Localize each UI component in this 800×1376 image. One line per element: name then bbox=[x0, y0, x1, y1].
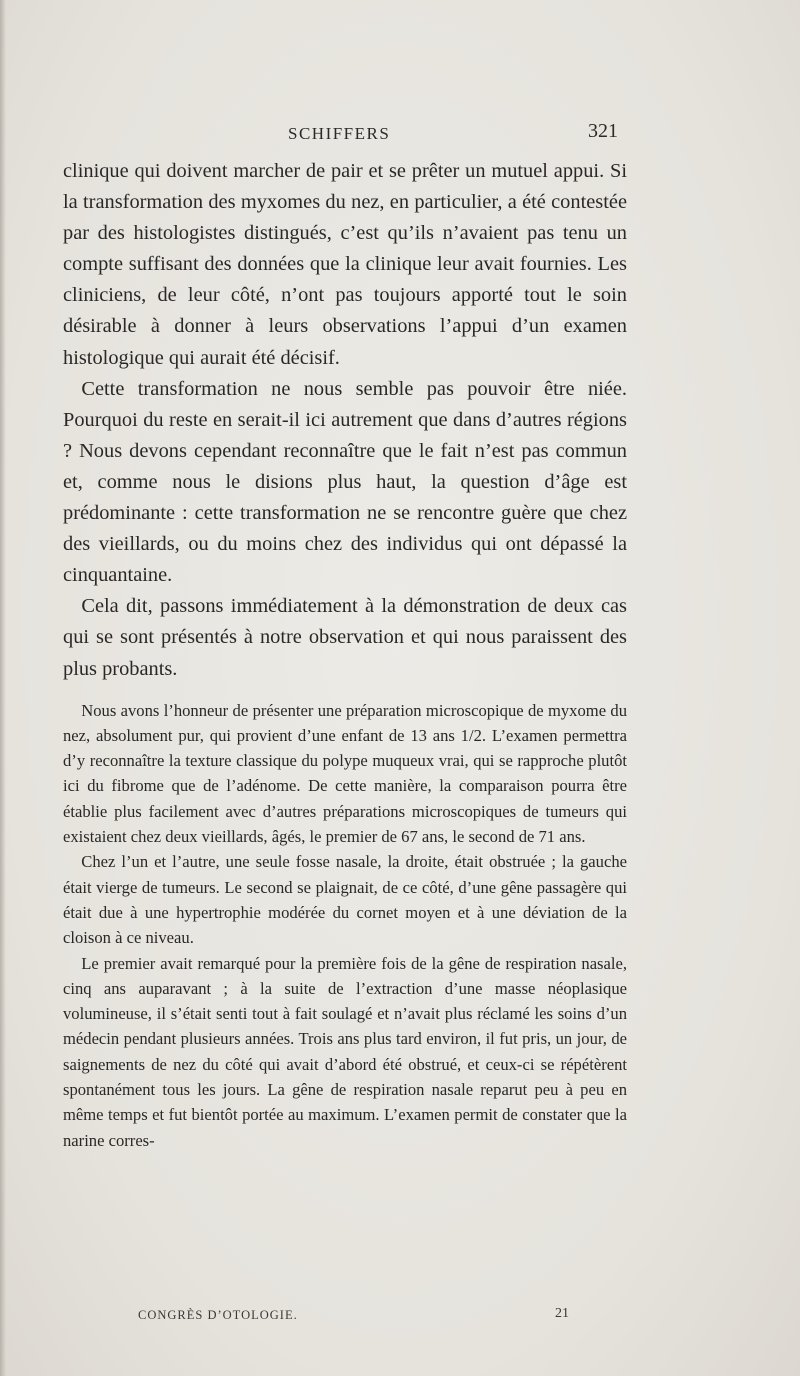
paragraph-small-3: Le premier avait remarqué pour la première fois de la gêne de respiration nasale, cinq ans auparavant ; à la suite de l’extraction d’une masse néoplasique volumineuse, il s’était senti tout à fait soulagé et n’avait plus réclamé les soins d’un médecin pendant plusieurs années. Trois ans plus tard environ, il fut pris, un jour, de saignements de nez du côté qui avait d’abord été obstrué, et ceux-ci se répétèrent spontanément tous les jours. La gêne de respiration nasale reparut peu à peu en même temps et fut bientôt portée au maximum. L’examen permit de constater que la narine corres- bbox=[63, 953, 627, 1150]
paragraph-large-1: clinique qui doivent marcher de pair et se prêter un mutuel appui. Si la transformation des myxomes du nez, en particulier, a été contestée par des histologistes distingués, c’est qu’ils n’avaient pas tenu un compte suffisant des données que la clinique leur avait fournies. Les cliniciens, de leur côté, n’ont pas toujours apporté tout le soin désirable à donner à leurs observations l’appui d’un examen histologique qui aurait été décisif. bbox=[63, 160, 627, 369]
paragraph-small-2: Chez l’un et l’autre, une seule fosse nasale, la droite, était obstruée ; la gauche était vierge de tumeurs. Le second se plaignait, de ce côté, d’une gêne passagère qui était due à une hypertrophie modérée du cornet moyen et à une déviation de la cloison à ce niveau. bbox=[63, 852, 627, 948]
page-edge-shadow bbox=[0, 0, 6, 1376]
case-report-section bbox=[63, 698, 627, 1153]
paragraph-large-3: Cela dit, passons immédiatement à la démonstration de deux cas qui se sont présentés à notre observation et qui nous paraissent des plus probants. bbox=[63, 595, 627, 680]
paragraph-small-1: Nous avons l’honneur de présenter une préparation microscopique de myxome du nez, absolument pur, qui provient d’une enfant de 13 ans 1/2. L’examen permettra d’y reconnaître la texture classique du polype muqueux vrai, qui se rapproche plutôt ici du fibrome que de l’adénome. De cette manière, la comparaison pourra être établie plus facilement avec d’autres préparations microscopiques de tumeurs qui existaient chez deux vieillards, âgés, le premier de 67 ans, le second de 71 ans. bbox=[63, 700, 627, 847]
footer-publication: CONGRÈS D’OTOLOGIE. bbox=[138, 1308, 298, 1322]
running-head bbox=[0, 120, 800, 148]
main-text-section bbox=[63, 156, 627, 685]
body-text bbox=[63, 156, 627, 1153]
footer-signature-number: 21 bbox=[555, 1306, 569, 1321]
running-head-title: SCHIFFERS bbox=[288, 124, 391, 143]
page-number: 321 bbox=[588, 120, 618, 142]
paragraph-large-2: Cette transformation ne nous semble pas pouvoir être niée. Pourquoi du reste en serait-il ici autrement que dans d’autres régions ? Nous devons cependant reconnaître que le fait n’est pas commun et, comme nous le disions plus haut, la question d’âge est prédominante : cette transformation ne se rencontre guère que chez des vieillards, ou du moins chez des individus qui ont dépassé la cinquantaine. bbox=[63, 377, 627, 587]
